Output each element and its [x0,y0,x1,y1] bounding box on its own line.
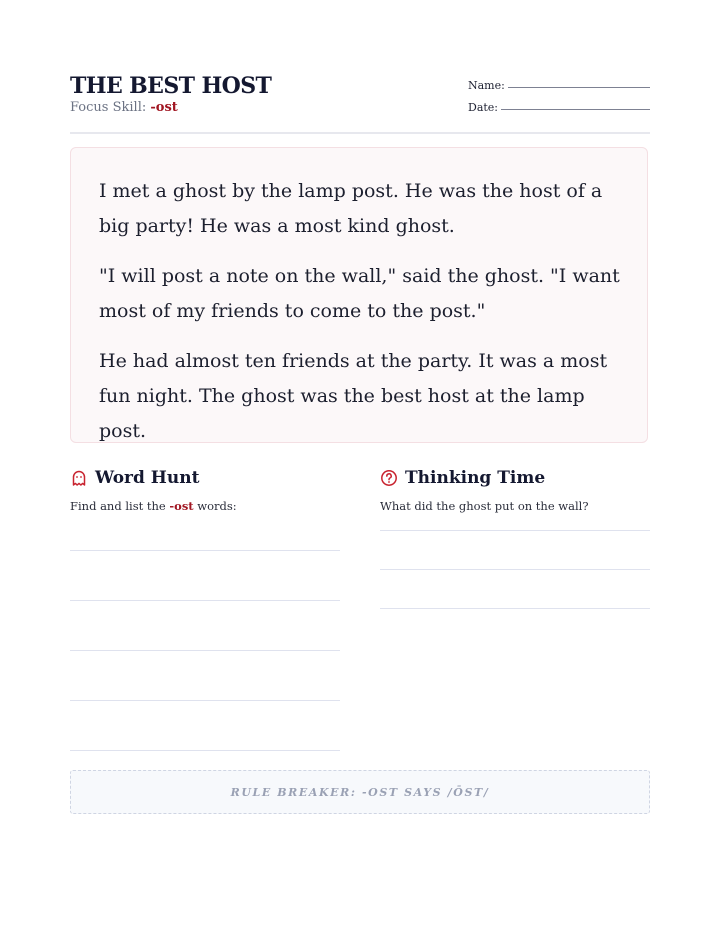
answer-line[interactable] [70,700,340,701]
question-circle-icon [380,469,398,487]
answer-line[interactable] [380,569,650,570]
answer-line[interactable] [70,600,340,601]
date-label: Date: [468,101,499,114]
name-line[interactable] [508,87,650,88]
ghost-icon [70,469,88,487]
word-hunt-section [70,465,340,751]
focus-skill-value: -ost [150,100,178,115]
word-hunt-instructions [70,499,340,513]
word-hunt-desc-after: words: [197,499,237,513]
story-paragraph: He had almost ten friends at the party. It was a most fun night. The ghost was the best host at the lamp post. [99,350,608,442]
answer-line[interactable] [380,608,650,609]
story-paragraph: "I will post a note on the wall," said the ghost. "I want most of my friends to come to the post." [99,265,620,322]
answer-line[interactable] [70,550,340,551]
date-field[interactable] [468,92,650,114]
thinking-time-question: What did the ghost put on the wall? [380,499,589,513]
word-hunt-title: Word Hunt [95,468,200,488]
name-field[interactable] [468,70,650,92]
answer-line[interactable] [70,750,340,751]
date-line[interactable] [501,109,650,110]
story-box [70,147,648,443]
story-paragraph: I met a ghost by the lamp post. He was the host of a big party! He was a most kind ghost. [99,180,603,237]
answer-line[interactable] [70,650,340,651]
rule-breaker-banner: RULE BREAKER: -OST SAYS /ŌST/ [70,770,650,814]
page-title: THE BEST HOST [70,73,272,99]
name-date-box [468,70,650,114]
focus-skill-label: Focus Skill: [70,100,147,115]
thinking-time-title: Thinking Time [405,468,546,488]
word-hunt-desc-before: Find and list the [70,499,166,513]
word-hunt-skill: -ost [169,499,194,513]
word-hunt-header [70,465,340,491]
thinking-time-header [380,465,650,491]
focus-skill [70,100,178,115]
answer-line[interactable] [380,530,650,531]
worksheet-header [70,70,650,134]
thinking-time-section [380,465,650,609]
name-label: Name: [468,79,505,92]
